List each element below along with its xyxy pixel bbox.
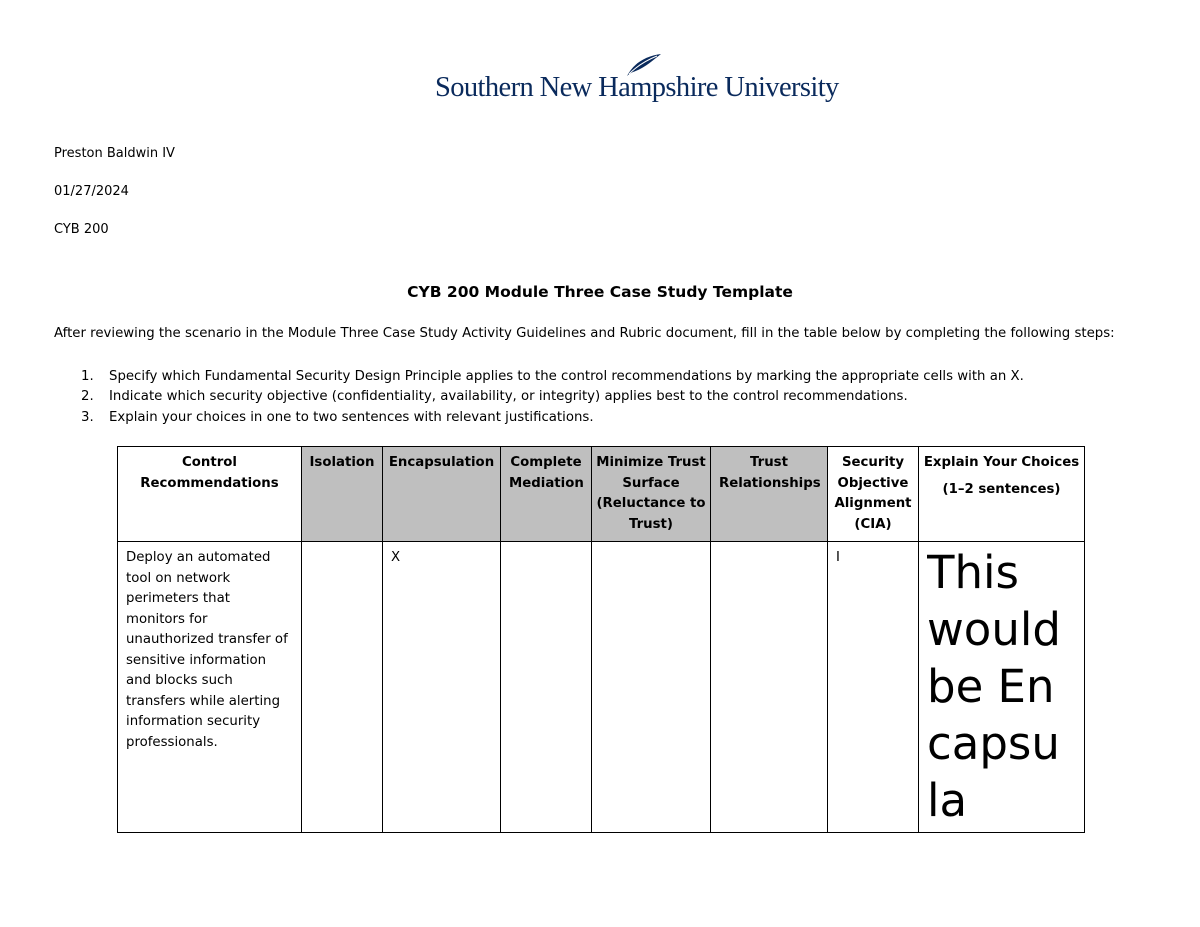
instruction-steps: [54, 366, 1024, 428]
table-header-row: [118, 447, 1085, 542]
step-text: Specify which Fundamental Security Design Principle applies to the control recommendations by marking the appropriate cells with an X.: [109, 368, 1024, 384]
cell-control-recommendation: Deploy an automated tool on network perimeters that monitors for unauthorized transfer of sensitive information and blocks such transfers while alerting information security professionals.: [118, 542, 302, 833]
header-minimize-trust-surface: Minimize Trust Surface (Reluctance to Trust): [592, 447, 711, 542]
header-security-objective: Security Objective Alignment (CIA): [828, 447, 919, 542]
page-title: CYB 200 Module Three Case Study Template: [407, 283, 793, 301]
header-control: Control Recommendations: [118, 447, 302, 542]
cell-security-objective[interactable]: I: [828, 542, 919, 833]
step-number: 2.: [81, 389, 94, 405]
logo-text: Southern New Hampshire University: [435, 72, 839, 103]
header-trust-relationships: Trust Relationships: [711, 447, 828, 542]
list-item: [54, 366, 1024, 387]
cell-complete-mediation[interactable]: [501, 542, 592, 833]
step-number: 3.: [81, 409, 94, 425]
cell-minimize-trust-surface[interactable]: [592, 542, 711, 833]
cell-explain-choices[interactable]: [919, 542, 1085, 833]
header-explain-label: Explain Your Choices: [923, 455, 1080, 470]
header-explain-choices: [919, 447, 1085, 542]
cell-isolation[interactable]: [302, 542, 383, 833]
explain-text: This would be Encapsula: [927, 546, 1061, 827]
header-encapsulation: Encapsulation: [383, 447, 501, 542]
list-item: [54, 387, 1024, 408]
header-isolation: Isolation: [302, 447, 383, 542]
author-name: Preston Baldwin IV: [54, 146, 175, 161]
case-study-table: [117, 446, 1085, 833]
header-explain-note: (1–2 sentences): [942, 481, 1061, 497]
university-logo: [435, 52, 839, 108]
step-text: Explain your choices in one to two sentences with relevant justifications.: [109, 409, 594, 425]
instructions-intro: After reviewing the scenario in the Module Three Case Study Activity Guidelines and Rubric document, fill in the table below by completing the following steps:: [54, 326, 1115, 341]
course-code: CYB 200: [54, 222, 109, 237]
submission-date: 01/27/2024: [54, 184, 129, 199]
cell-encapsulation[interactable]: X: [383, 542, 501, 833]
table-row: [118, 542, 1085, 833]
list-item: [54, 407, 1024, 428]
cell-trust-relationships[interactable]: [711, 542, 828, 833]
step-text: Indicate which security objective (confidentiality, availability, or integrity) applies best to the control recommendations.: [109, 389, 908, 405]
step-number: 1.: [81, 368, 94, 384]
header-complete-mediation: Complete Mediation: [501, 447, 592, 542]
